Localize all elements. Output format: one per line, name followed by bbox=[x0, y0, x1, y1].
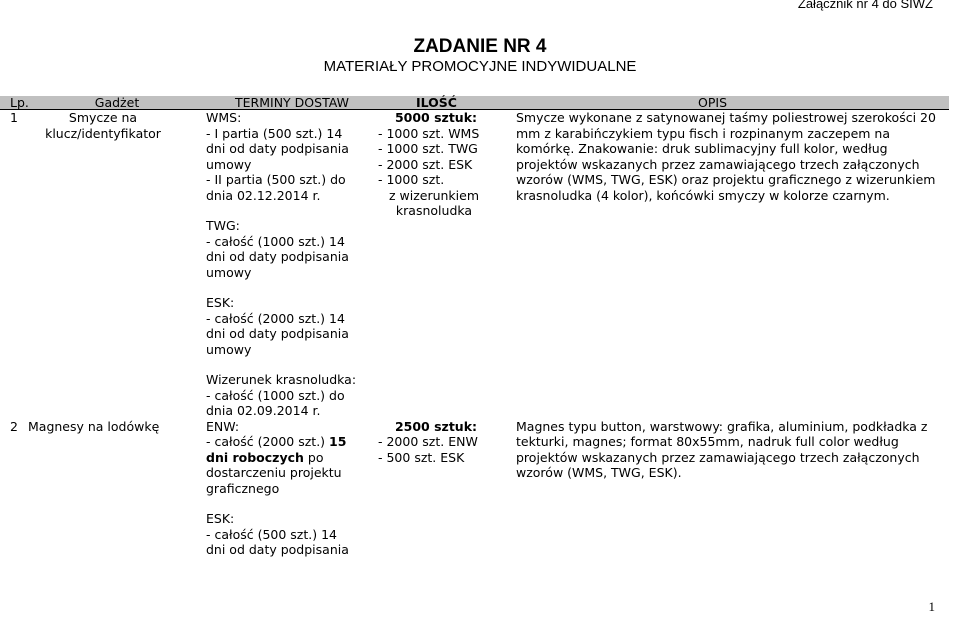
row-opis: Magnes typu button, warstwowy: grafika, aluminium, podkładka z tekturki, magnes; format 80x55mm, nadruk full color według projektów wskazanych przez zamawiającego trzech załączonych wzorów (WMS, TWG, ESK). bbox=[516, 418, 928, 480]
qty-line: - 2000 szt. ENW bbox=[378, 434, 478, 449]
term-line: dnia 02.12.2014 r. bbox=[206, 187, 321, 203]
term-line: dnia 02.09.2014 r. bbox=[206, 403, 321, 418]
term-line: dni od daty podpisania bbox=[206, 326, 349, 341]
term-bold: 15 bbox=[329, 434, 347, 449]
term-line: - całość (1000 szt.) 14 bbox=[206, 233, 345, 249]
qty-line: - 1000 szt. TWG bbox=[378, 141, 478, 156]
header-ilosc: ILOŚĆ bbox=[378, 96, 516, 110]
term-line: dni od daty podpisania bbox=[206, 542, 349, 557]
term-line: dostarczeniu projektu bbox=[206, 465, 342, 480]
term-line: umowy bbox=[206, 156, 252, 172]
row-gadzet bbox=[28, 419, 206, 558]
header-terminy: TERMINY DOSTAW bbox=[206, 96, 378, 110]
qty-total: 2500 sztuk: bbox=[394, 418, 478, 434]
qty-line: - 1000 szt. bbox=[378, 172, 445, 187]
row-terms bbox=[206, 419, 378, 558]
attachment-label: Załącznik nr 4 do SIWZ bbox=[797, 0, 933, 11]
term-line: umowy bbox=[206, 341, 252, 357]
term-line: Wizerunek krasnoludka: bbox=[206, 372, 357, 387]
term-line: ENW: bbox=[206, 418, 240, 434]
row-lp: 1 bbox=[10, 110, 18, 125]
table-header-row bbox=[0, 96, 949, 110]
row-terms bbox=[206, 110, 378, 419]
header-gadzet: Gadżet bbox=[28, 96, 206, 110]
gadzet-line: Magnesy na lodówkę bbox=[28, 418, 160, 434]
row-qty bbox=[378, 110, 516, 419]
gadzet-line: klucz/identyfikator bbox=[45, 125, 161, 141]
term-line: TWG: bbox=[206, 218, 240, 233]
row-gadzet bbox=[28, 110, 206, 419]
qty-line: - 500 szt. ESK bbox=[378, 449, 465, 465]
qty-total: 5000 sztuk: bbox=[394, 110, 478, 125]
term-line: umowy bbox=[206, 264, 252, 280]
row-qty bbox=[378, 419, 516, 558]
page-subtitle: MATERIAŁY PROMOCYJNE INDYWIDUALNE bbox=[323, 58, 637, 75]
term-line: dni roboczych po bbox=[206, 449, 324, 465]
header-lp: Lp. bbox=[0, 96, 28, 110]
term-line: dni od daty podpisania bbox=[206, 249, 349, 264]
term-line: WMS: bbox=[206, 110, 242, 125]
qty-note: krasnoludka bbox=[395, 203, 473, 218]
spec-table bbox=[0, 96, 949, 558]
term-line: - całość (2000 szt.) 14 bbox=[206, 310, 345, 326]
table-row bbox=[0, 419, 949, 558]
term-line: dni od daty podpisania bbox=[206, 141, 349, 156]
row-lp: 2 bbox=[10, 418, 18, 434]
term-line: - I partia (500 szt.) 14 bbox=[206, 125, 343, 141]
page-title: ZADANIE NR 4 bbox=[413, 36, 547, 57]
term-line: ESK: bbox=[206, 511, 235, 526]
term-line: - całość (2000 szt.) 15 bbox=[206, 434, 347, 449]
term-line: - II partia (500 szt.) do bbox=[206, 172, 346, 187]
term-line: - całość (1000 szt.) do bbox=[206, 387, 345, 403]
gadzet-line: Smycze na bbox=[68, 110, 138, 125]
term-line: graficznego bbox=[206, 480, 280, 496]
qty-line: - 2000 szt. ESK bbox=[378, 156, 473, 172]
row-opis: Smycze wykonane z satynowanej taśmy poliestrowej szerokości 20 mm z karabińczykiem typu fisch i rozpinanym zaczepem na komórkę. Znakowanie: druk sublimacyjny full kolor, według projektów wskazanych przez zamawiającego trzech załączonych wzorów (WMS, TWG, ESK) oraz projektu graficznego z wizerunkiem krasnoludka (4 kolor), końcówki smyczy w kolorze czarnym. bbox=[516, 110, 936, 203]
term-line: - całość (500 szt.) 14 bbox=[206, 526, 337, 542]
header-opis: OPIS bbox=[516, 96, 949, 110]
table-row bbox=[0, 110, 949, 419]
qty-note: z wizerunkiem bbox=[388, 187, 480, 203]
page-number: 1 bbox=[928, 599, 935, 614]
qty-line: - 1000 szt. WMS bbox=[378, 125, 480, 141]
term-bold: dni roboczych bbox=[206, 449, 304, 465]
term-line: ESK: bbox=[206, 295, 235, 310]
